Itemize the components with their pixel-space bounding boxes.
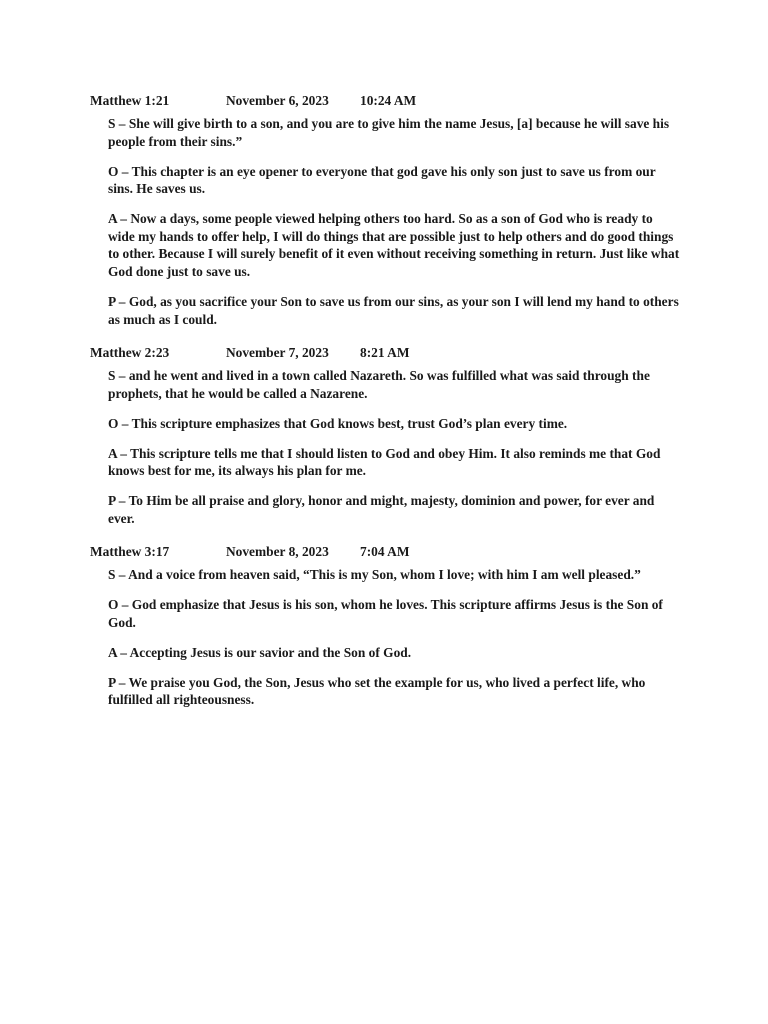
prayer-paragraph: P – To Him be all praise and glory, honor and might, majesty, dominion and power, for ever and ever. [108,493,655,526]
entry-header [90,344,690,361]
observation-paragraph: O – This chapter is an eye opener to everyone that god gave his only son just to save us from our sins. He saves us. [108,163,656,197]
entry-date: November 8, 2023 [226,544,329,559]
entry-header [90,543,690,560]
scripture-reference: Matthew 3:17 [90,544,170,559]
application-paragraph: A – Now a days, some people viewed helping others too hard. So as a son of God who is ready to wide my hands to offer help, I will do things that are possible just to help others and do good things to other. Because I will surely benefit of it even without receiving something in return. Just like what God done just to save us. [108,211,680,279]
observation-paragraph: O – God emphasize that Jesus is his son, whom he loves. This scripture affirms Jesus is the Son of God. [108,596,663,630]
prayer-paragraph: P – We praise you God, the Son, Jesus who set the example for us, who lived a perfect life, who fulfilled all righteousness. [108,674,646,708]
observation-paragraph: O – This scripture emphasizes that God knows best, trust God’s plan every time. [108,415,568,431]
entry-header [90,92,690,109]
journal-entry [90,344,690,540]
prayer-paragraph: P – God, as you sacrifice your Son to save us from our sins, as your son I will lend my hand to others as much as I could. [108,293,679,327]
scripture-paragraph: S – And a voice from heaven said, “This is my Son, whom I love; with him I am well pleased.” [108,567,641,582]
journal-entry [90,92,690,341]
scripture-paragraph: S – She will give birth to a son, and you are to give him the name Jesus, [a] because he will save his people from their sins.” [108,116,670,149]
application-paragraph: A – Accepting Jesus is our savior and the Son of God. [108,644,412,660]
scripture-reference: Matthew 2:23 [90,345,170,360]
scripture-reference: Matthew 1:21 [90,93,170,108]
entry-date: November 6, 2023 [226,93,329,108]
entry-time: 7:04 AM [360,544,410,559]
entry-time: 10:24 AM [360,93,417,108]
journal-entry [90,543,690,721]
entry-date: November 7, 2023 [226,345,329,360]
scripture-paragraph: S – and he went and lived in a town called Nazareth. So was fulfilled what was said through the prophets, that he would be called a Nazarene. [108,368,650,401]
application-paragraph: A – This scripture tells me that I should listen to God and obey Him. It also reminds me that God knows best for me, its always his plan for me. [108,445,661,479]
entry-time: 8:21 AM [360,345,410,360]
